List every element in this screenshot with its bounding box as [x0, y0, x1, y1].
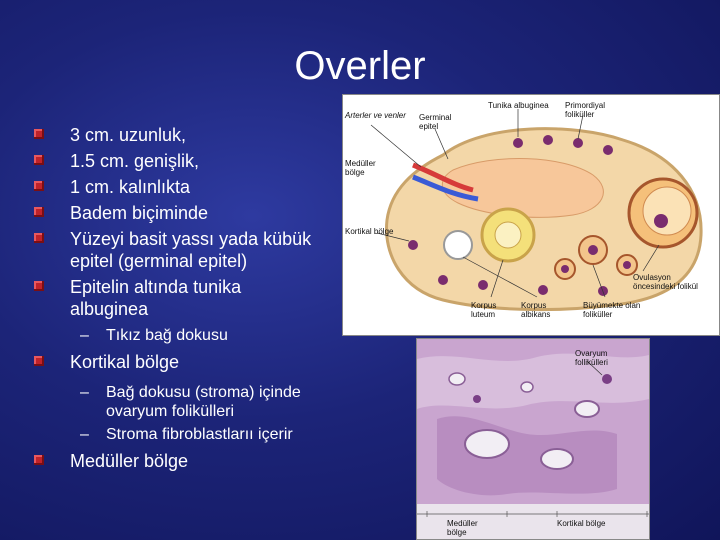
- bullet-item: 1.5 cm. genişlik,: [34, 150, 354, 172]
- micrograph-image: [417, 339, 649, 539]
- germinal-epithelium-label: Germinal epitel: [419, 113, 452, 131]
- bullet-item: Yüzeyi basit yassı yada kübük epitel (germinal epitel): [34, 228, 344, 272]
- dash-icon: –: [80, 426, 89, 443]
- growing-follicles-label: Büyümekte olan foliküller: [583, 301, 641, 319]
- bullet-item: Medüller bölge: [34, 450, 354, 472]
- bullet-square-icon: [34, 129, 44, 139]
- tunica-albuginea-label: Tunika albuginea: [488, 101, 549, 110]
- bullet-square-icon: [34, 281, 44, 291]
- preovulatory-follicle-label: Ovulasyon öncesindeki folikül: [633, 273, 698, 291]
- sub-bullet-item: – Stroma fibroblastlarıı içerir: [80, 426, 293, 443]
- bullet-item: 3 cm. uzunluk,: [34, 124, 354, 146]
- bullet-item: Kortikal bölge: [34, 351, 354, 373]
- micrograph-medulla-label: Medüller bölge: [447, 519, 478, 537]
- bullet-square-icon: [34, 155, 44, 165]
- arteries-veins-label: Arterler ve venler: [345, 111, 406, 120]
- dash-icon: –: [80, 327, 89, 344]
- bullet-square-icon: [34, 207, 44, 217]
- ovary-micrograph: [416, 338, 650, 540]
- slide-title: Overler: [294, 44, 426, 88]
- primordial-follicles-label: Primordiyal foliküller: [565, 101, 606, 119]
- medulla-label: Medüller bölge: [345, 159, 376, 177]
- bullet-square-icon: [34, 181, 44, 191]
- ovarian-follicles-label: Ovaryum follikülleri: [575, 349, 608, 367]
- cortex-label: Kortikal bölge: [345, 227, 394, 236]
- ovary-diagram: [342, 94, 720, 336]
- bullet-square-icon: [34, 455, 44, 465]
- sub-bullet-item: – Bağ dokusu (stroma) içinde ovaryum folikülleri: [80, 384, 301, 420]
- micrograph-cortex-label: Kortikal bölge: [557, 519, 606, 528]
- bullet-item: Badem biçiminde: [34, 202, 354, 224]
- bullet-item: Epitelin altında tunika albuginea: [34, 276, 290, 320]
- sub-bullet-item: – Tıkız bağ dokusu: [80, 327, 228, 344]
- corpus-albicans-label: Korpus albikans: [521, 301, 551, 319]
- bullet-item: 1 cm. kalınlıkta: [34, 176, 354, 198]
- bullet-square-icon: [34, 356, 44, 366]
- corpus-luteum-label: Korpus luteum: [471, 301, 497, 319]
- ovary-diagram-illustration: [343, 95, 719, 335]
- dash-icon: –: [80, 384, 89, 401]
- bullet-square-icon: [34, 233, 44, 243]
- bullet-list: [34, 124, 354, 476]
